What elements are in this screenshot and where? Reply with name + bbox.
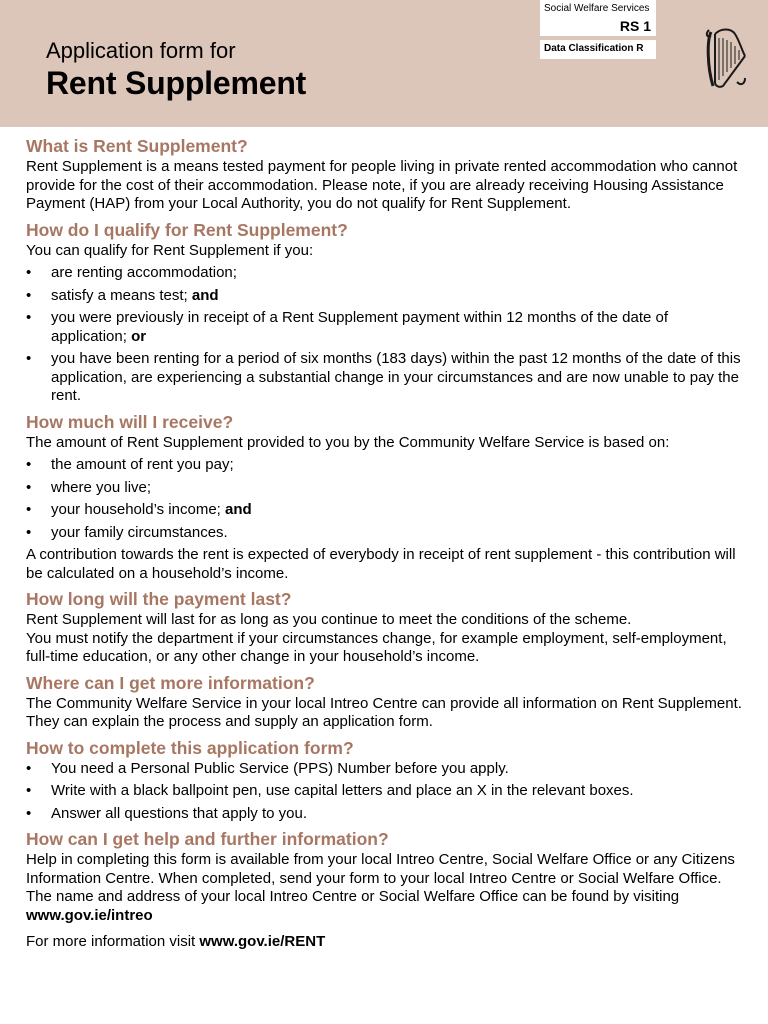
bullet-icon: •	[26, 804, 32, 822]
heading-complete: How to complete this application form?	[26, 737, 354, 758]
paragraph-qualify-intro: You can qualify for Rent Supplement if you:	[26, 241, 314, 259]
section-what	[26, 135, 746, 214]
main-content	[26, 135, 746, 957]
form-pre-title: Application form for	[46, 38, 236, 63]
list-item: • Answer all questions that apply to you.	[26, 804, 307, 822]
list-receive	[26, 456, 746, 542]
bullet-icon: •	[26, 759, 32, 777]
list-item: • your family circumstances.	[26, 523, 228, 541]
list-item: • you have been renting for a period of six months (183 days) within the past 12 months of the date of this application, are experiencing a substantial change in your circumstances and are now unable to pay the rent.	[26, 350, 741, 404]
bullet-icon: •	[26, 782, 32, 799]
agency-label: Social Welfare Services	[540, 0, 656, 17]
intreo-link[interactable]: www.gov.ie/intreo	[26, 906, 153, 924]
paragraph-help: Help in completing this form is available from your local Intreo Centre, Social Welfare Office or any Citizens Information Centre. When completed, send your form to your local Intreo Centre or Social Welfare Office. The name and address of your local Intreo Centre or Social Welfare Office can be found by visiting www.gov.ie/intreo	[26, 851, 735, 924]
bullet-icon: •	[26, 523, 32, 541]
paragraph-more-info: For more information visit www.gov.ie/RENT	[26, 933, 326, 950]
harp-icon	[701, 26, 749, 92]
list-item: • the amount of rent you pay;	[26, 456, 234, 473]
section-complete	[26, 737, 746, 824]
paragraph-info: The Community Welfare Service in your local Intreo Centre can provide all information on Rent Supplement. They can explain the process and supply an application form.	[26, 694, 742, 730]
paragraph-receive-intro: The amount of Rent Supplement provided to you by the Community Welfare Service is based on:	[26, 433, 670, 451]
paragraph-duration-1: Rent Supplement will last for as long as you continue to meet the conditions of the scheme.	[26, 611, 632, 628]
heading-what: What is Rent Supplement?	[26, 136, 248, 156]
list-item: • satisfy a means test; and	[26, 286, 219, 304]
data-classification: Data Classification R	[540, 40, 656, 59]
bullet-icon: •	[26, 286, 32, 304]
form-code: RS 1	[540, 17, 656, 36]
paragraph-what: Rent Supplement is a means tested payment for people living in private rented accommodation who cannot provide for the cost of their accommodation. Please note, if you are already receiving Housing Assistance Payment (HAP) from your Local Authority, you do not qualify for Rent Supplement.	[26, 158, 738, 212]
form-title: Rent Supplement	[46, 65, 307, 101]
heading-info: Where can I get more information?	[26, 672, 315, 693]
bullet-icon: •	[26, 456, 32, 473]
list-item: • You need a Personal Public Service (PPS) Number before you apply.	[26, 759, 509, 777]
list-item: • you were previously in receipt of a Rent Supplement payment within 12 months of the date of application; or	[26, 309, 669, 345]
bullet-icon: •	[26, 350, 32, 367]
heading-qualify: How do I qualify for Rent Supplement?	[26, 219, 348, 240]
section-qualify	[26, 219, 746, 406]
bullet-icon: •	[26, 501, 32, 518]
heading-duration: How long will the payment last?	[26, 589, 292, 609]
heading-help: How can I get help and further information?	[26, 829, 389, 849]
list-item: • Write with a black ballpoint pen, use capital letters and place an X in the relevant boxes.	[26, 782, 634, 799]
bullet-icon: •	[26, 264, 32, 281]
bullet-icon: •	[26, 478, 32, 496]
section-receive	[26, 411, 746, 584]
section-info	[26, 672, 746, 732]
section-help	[26, 828, 746, 952]
list-item: • your household’s income; and	[26, 501, 252, 518]
list-item: • are renting accommodation;	[26, 264, 237, 281]
rent-link[interactable]: www.gov.ie/RENT	[199, 933, 326, 950]
list-complete	[26, 760, 746, 824]
list-qualify	[26, 264, 746, 406]
list-item: • where you live;	[26, 478, 152, 496]
paragraph-receive-outro: A contribution towards the rent is expected of everybody in receipt of rent supplement - this contribution will be calculated on a household’s income.	[26, 546, 736, 582]
section-duration	[26, 588, 746, 667]
paragraph-duration-2: You must notify the department if your circumstances change, for example employment, self-employment, full-time education, or any other change in your household’s income.	[26, 629, 727, 665]
heading-receive: How much will I receive?	[26, 411, 234, 432]
bullet-icon: •	[26, 309, 32, 326]
